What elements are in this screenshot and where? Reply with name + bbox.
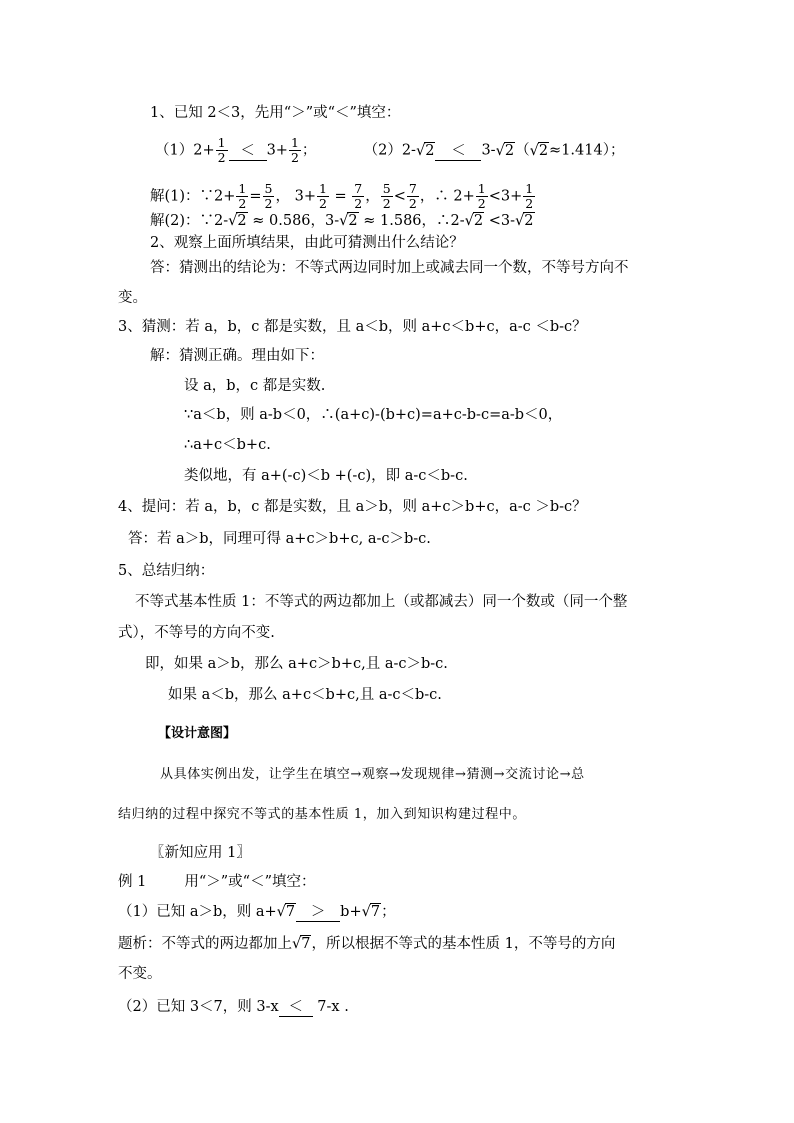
q1-title: 1、已知 2＜3，先用“＞”或“＜”填空： <box>150 105 401 121</box>
sqrt-2: √2 <box>529 142 549 159</box>
analysis-line-2: 不变。 <box>118 966 162 982</box>
q3-step-4: 类似地，有 a+(-c)＜b +(-c)，即 a-c＜b-c. <box>184 468 468 484</box>
q4-title: 4、提问：若 a，b，c 都是实数，且 a＞b，则 a+c＞b+c，a-c ＞b-c？ <box>118 499 587 515</box>
q1-p2-label: （2）2- <box>363 142 416 159</box>
fraction-one-half: $\frac{1}{2}$ <box>217 135 226 165</box>
q1-fill-row: （1）2+ $\frac{1}{2}$ ＜ 3+ $\frac{1}{2}$ ； （2）2-√2 ＜ 3-√2（√2≈1.414）； <box>155 135 625 165</box>
example-1-part-2: （2）已知 3＜7，则 3-x ＜ 7-x . <box>118 999 349 1015</box>
property-line-2: 式），不等号的方向不变. <box>118 625 275 641</box>
q2-answer-line2: 变。 <box>118 290 147 306</box>
design-line-1: 从具体实例出发，让学生在填空→观察→发现规律→猜测→交流讨论→总 <box>160 767 585 782</box>
q3-step-1: 设 a，b，c 都是实数. <box>184 378 326 394</box>
example-1-part-1: （1）已知 a＞b，则 a+√7 ＞ b+√7； <box>118 904 396 920</box>
q3-step-3: ∴a+c＜b+c. <box>184 437 271 453</box>
q3-step-2: ∵a＜b，则 a-b＜0，∴(a+c)-(b+c)=a+c-b-c=a-b＜0， <box>184 407 563 423</box>
q3-solution-intro: 解：猜测正确。理由如下： <box>150 348 324 364</box>
sqrt-7: √7 <box>276 904 296 920</box>
property-line-1: 不等式基本性质 1：不等式的两边都加上（或都减去）同一个数或（同一个整 <box>135 594 628 610</box>
sqrt-2: √2 <box>495 142 515 159</box>
q2-title: 2、观察上面所填结果，由此可猜测出什么结论？ <box>150 235 464 251</box>
q1-p1-answer-blank[interactable]: ＜ <box>229 142 267 161</box>
q1-p2-answer-blank[interactable]: ＜ <box>435 142 481 161</box>
design-heading: 【设计意图】 <box>158 726 237 741</box>
example-1-answer-blank-1[interactable]: ＞ <box>296 903 340 922</box>
q2-answer-line1: 答：猜测出的结论为：不等式两边同时加上或减去同一个数，不等号方向不 <box>150 260 629 276</box>
analysis-line-1: 题析：不等式的两边都加上√7，所以根据不等式的基本性质 1，不等号的方向 <box>118 936 616 952</box>
if-statement-2: 如果 a＜b，那么 a+c＜b+c,且 a-c＜b-c. <box>168 687 442 703</box>
example-label: 例 1 <box>118 874 147 890</box>
q1-solution-2: 解(2)：∵2-√2 ≈ 0.586，3-√2 ≈ 1.586，∴2-√2 <3-√2 <box>150 213 534 229</box>
sqrt-7: √7 <box>361 904 381 920</box>
q5-title: 5、总结归纳： <box>118 563 215 579</box>
design-line-2: 结归纳的过程中探究不等式的基本性质 1，加入到知识构建过程中。 <box>118 807 527 822</box>
example-1-answer-blank-2[interactable]: ＜ <box>279 998 313 1017</box>
q1-solution-1: 解(1)：∵2+ $\frac{1}{2}$ = $\frac{5}{2}$ ， 3+ $\frac{1}{2}$ = $\frac{7}{2}$ ， $\frac{5}{2}$ < $\frac{7}{2}$ ，∴ 2+ $\frac{1}{2}$ <3+ $\frac{1}{2}$ <box>150 181 534 211</box>
fraction-one-half: $\frac{1}{2}$ <box>290 135 299 165</box>
sqrt-2: √2 <box>415 142 435 159</box>
q1-p1-label: （1）2+ <box>155 142 215 159</box>
q3-title: 3、猜测：若 a，b，c 都是实数，且 a＜b，则 a+c＜b+c，a-c ＜b-c？ <box>118 319 587 335</box>
example-1-row <box>118 873 316 891</box>
apply-heading: 〖新知应用 1〗 <box>150 845 251 861</box>
sqrt-7: √7 <box>292 936 311 952</box>
q4-answer: 答：若 a＞b，同理可得 a+c＞b+c, a-c＞b-c. <box>128 531 431 547</box>
if-statement-1: 即，如果 a＞b，那么 a+c＞b+c,且 a-c＞b-c. <box>145 656 448 672</box>
example-prompt: 用“＞”或“＜”填空： <box>184 874 316 890</box>
